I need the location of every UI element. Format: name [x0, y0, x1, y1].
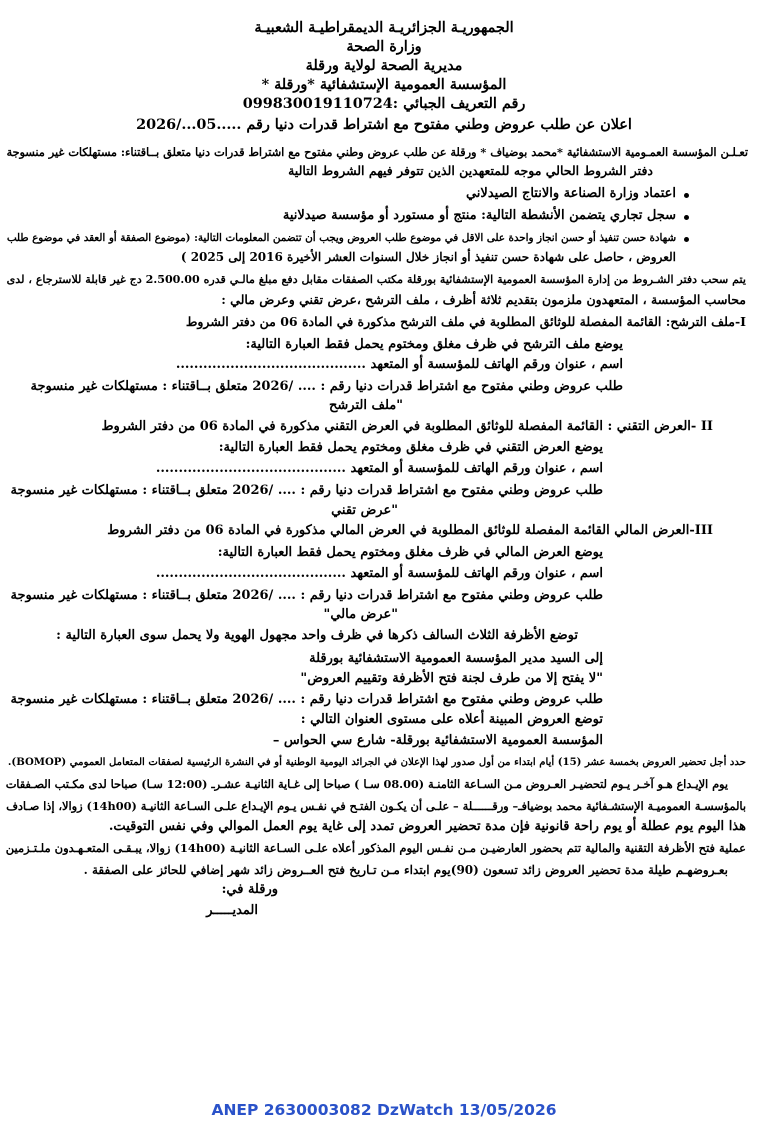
condition-2: سجل تجاري يتضمن الأنشطة التالية: منتج أو مستورد أو مؤسسة صيدلانية — [282, 208, 676, 223]
section-2-label: "عرض تقني — [331, 503, 398, 518]
condition-3b: العروض ، حاصل على شهادة حسن تنفيذ أو انجاز خلال السنوات العشر الأخيرة 2016 إلى 2025 ) — [180, 250, 676, 264]
section-2-name: اسم ، عنوان ورقم الهاتف للمؤسسة أو المتعهد .......................................... — [155, 461, 603, 476]
footer-reference: ANEP 2630003082 DzWatch 13/05/2026 — [211, 1101, 557, 1119]
section-1-tender: طلب عروض وطني مفتوح مع اشتراط قدرات دنيا رقم : .... /2026 متعلق بــاقتناء : مستهلكات غير منسوجة — [30, 379, 623, 394]
envelope-line-1: توضع الأظرفة الثلاث السالف ذكرها في ظرف واحد مجهول الهوية ولا يحمل سوى العبارة التالية : — [56, 628, 578, 643]
opening-line-1: عملية فتح الأظرفة التقنية والمالية تتم بحضور العارضيـن مـن نفـس اليوم المذكور أعلاه علـى السـاعة الثانيـة (14h00) زوالا، يبـقـى المتعـهـدون ملـتـزمين — [5, 841, 746, 855]
condition-1: اعتماد وزارة الصناعة والانتاج الصيدلاني — [465, 186, 676, 201]
intro-line-2: دفتر الشروط الحالي موجه للمتعهدين الذين تتوفر فيهم الشروط التالية — [288, 163, 653, 178]
section-3-title: III-العرض المالي القائمة المفصلة للوثائق المطلوبة في العرض المالي مذكورة في المادة 06 من دفتر الشروط — [107, 523, 713, 538]
republic-line: الجمهوريـة الجزائريـة الديمقراطيـة الشعبيـة — [254, 19, 514, 36]
tax-id-line: رقم التعريف الجبائي :099830019110724 — [242, 95, 526, 112]
envelope-line-5: توضع العروض المبينة أعلاه على مستوى العنوان التالي : — [300, 712, 603, 727]
institution-line: المؤسسة العمومية الإستشفائية *ورقلة * — [261, 76, 507, 93]
section-3-name: اسم ، عنوان ورقم الهاتف للمؤسسة أو المتعهد .......................................... — [155, 566, 603, 581]
intro-line-1: تعـلـن المؤسسة العمـومية الاستشفائية *محمد بوضياف * ورقلة عن طلب عروض وطني مفتوح مع اشتراط قدرات دنيا متعلق بــاقتناء: مستهلكات غير منسوجة — [6, 145, 748, 159]
section-1-label: "ملف الترشح — [329, 398, 403, 413]
bullet-icon — [684, 215, 689, 220]
section-1-name: اسم ، عنوان ورقم الهاتف للمؤسسة أو المتعهد .......................................... — [175, 357, 623, 372]
section-3-label: "عرض مالي" — [323, 607, 398, 622]
section-1-place: يوضع ملف الترشح في ظرف مغلق ومختوم يحمل فقط العبارة التالية: — [245, 337, 623, 352]
envelope-line-4: طلب عروض وطني مفتوح مع اشتراط قدرات دنيا رقم : .... /2026 متعلق بــاقتناء : مستهلكات غير منسوجة — [10, 692, 603, 707]
section-2-tender: طلب عروض وطني مفتوح مع اشتراط قدرات دنيا رقم : .... /2026 متعلق بــاقتناء : مستهلكات غير منسوجة — [10, 483, 603, 498]
envelope-line-3: "لا يفتح إلا من طرف لجنة فتح الأظرفة وتقييم العروض" — [300, 671, 603, 686]
section-3-place: يوضع العرض المالي في ظرف مغلق ومختوم يحمل فقط العبارة التالية: — [217, 545, 603, 560]
section-1-title: I-ملف الترشح: القائمة المفصلة للوثائق المطلوبة في ملف الترشح مذكورة في المادة 06 من دفتر الشروط — [185, 314, 746, 329]
deadline-line-3: بالمؤسسـة العموميـة الإستشـفائية محمد بوضيافـ– ورقــــــلة – علـى أن يكـون الفتـح في نفـس يـوم الإيـداع علـى السـاعة الثانيـة (14h00) زوالا، إذا صـادف — [6, 799, 746, 813]
condition-3a: شهادة حسن تنفيذ أو حسن انجاز واحدة على الاقل في موضوع طلب العروض ويجب أن تتضمن المعلومات التالية: (موضوع الصفقة أو العقد في موضوع طلب — [6, 232, 676, 244]
directorate-line: مديرية الصحة لولاية ورقلة — [305, 57, 463, 74]
ministry-line: وزارة الصحة — [346, 38, 422, 55]
announcement-title: اعلان عن طلب عروض وطني مفتوح مع اشتراط قدرات دنيا رقم .....05.../2026 — [136, 116, 632, 133]
bullet-icon — [684, 237, 689, 242]
deadline-line-1: حدد أجل تحضير العروض بخمسة عشر (15) أيام ابتداء من أول صدور لهذا الإعلان في الجرائد اليومية الوطنية أو في النشرة الرئيسية لصفقات المتعامل العمومي (BOMOP). — [7, 756, 746, 768]
envelope-line-6: المؤسسة العمومية الاستشفائية بورقلة- شارع سي الحواس – — [272, 733, 603, 748]
signature-place: ورقلة في: — [221, 882, 278, 897]
section-3-tender: طلب عروض وطني مفتوح مع اشتراط قدرات دنيا رقم : .... /2026 متعلق بــاقتناء : مستهلكات غير منسوجة — [10, 588, 603, 603]
deadline-line-4: هذا اليوم يوم عطلة أو يوم راحة قانونية فإن مدة تحضير العروض تمدد إلى غاية يوم العمل الموالي وفي نفس التوقيت. — [108, 819, 746, 834]
section-2-title: II -العرض التقني : القائمة المفصلة للوثائق المطلوبة في العرض التقني مذكورة في المادة 06 من دفتر الشروط — [101, 419, 713, 434]
withdraw-line-1: يتم سحب دفتر الشـروط من إدارة المؤسسة العمومية الإستشفائية بورقلة مكتب الصفقات مقابل دفع مبلغ مالـي قدره 2.500.00 دج غير قابلة للاسترجاع ، لدى — [6, 273, 746, 286]
bullet-icon — [684, 193, 689, 198]
signature-director: المديـــــر — [206, 903, 258, 918]
opening-line-2: بعـروضهـم طيلة مدة تحضير العروض زائد تسعون (90)يوم ابتداء مـن تـاريخ فتح العــروض زائد شهر إضافي للحائز على الصفقة . — [83, 863, 728, 877]
envelope-line-2: إلى السيد مدير المؤسسة العمومية الاستشفائية بورقلة — [309, 651, 603, 666]
deadline-line-2: يوم الإيـداع هـو آخـر يـوم لتحضيـر العـروض مـن السـاعة الثامنـة (08.00 سـا ) صباحا إلى غـاية الثانيـة عشـرـ (12:00 سـا) صباحا لدى مكـتب الصـفقات — [5, 777, 728, 791]
withdraw-line-2: محاسب المؤسسة ، المتعهدون ملزمون بتقديم ثلاثة أظرف ، ملف الترشح ،عرض تقني وعرض مالي : — [221, 292, 746, 307]
section-2-place: يوضع العرض التقني في ظرف مغلق ومختوم يحمل فقط العبارة التالية: — [218, 440, 603, 455]
